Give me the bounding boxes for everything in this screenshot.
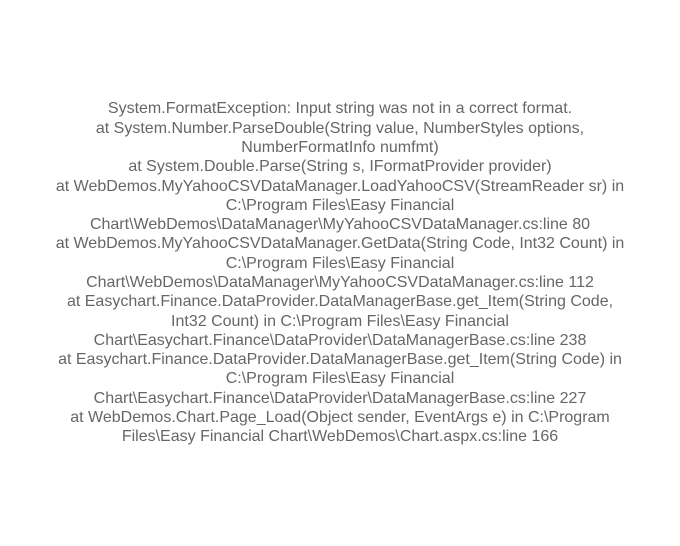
stack-trace-line: at System.Number.ParseDouble(String value, NumberStyles options, xyxy=(95,119,585,137)
stack-trace-line: Files\Easy Financial Chart\WebDemos\Chart.aspx.cs:line 166 xyxy=(121,428,559,446)
exception-stack-trace xyxy=(0,99,680,446)
stack-trace-line: C:\Program Files\Easy Financial xyxy=(225,196,455,214)
stack-trace-line: at Easychart.Finance.DataProvider.DataManagerBase.get_Item(String Code, xyxy=(66,293,614,311)
stack-trace-line: Chart\Easychart.Finance\DataProvider\DataManagerBase.cs:line 238 xyxy=(93,331,587,349)
stack-trace-line: at WebDemos.Chart.Page_Load(Object sender, EventArgs e) in C:\Program xyxy=(70,409,610,427)
stack-trace-line: Chart\WebDemos\DataManager\MyYahooCSVDataManager.cs:line 112 xyxy=(86,274,594,291)
stack-trace-line: Chart\WebDemos\DataManager\MyYahooCSVDataManager.cs:line 80 xyxy=(89,216,591,234)
stack-trace-line: Int32 Count) in C:\Program Files\Easy Financial xyxy=(171,312,509,330)
stack-trace-line: Chart\Easychart.Finance\DataProvider\DataManagerBase.cs:line 227 xyxy=(93,389,587,407)
exception-message: System.FormatException: Input string was not in a correct format. xyxy=(107,100,573,118)
stack-trace-line: NumberFormatInfo numfmt) xyxy=(241,138,439,156)
stack-trace-line: at WebDemos.MyYahooCSVDataManager.GetData(String Code, Int32 Count) in xyxy=(55,235,625,253)
stack-trace-line: at Easychart.Finance.DataProvider.DataManagerBase.get_Item(String Code) in xyxy=(58,351,622,369)
stack-trace-line: C:\Program Files\Easy Financial xyxy=(225,254,455,272)
stack-trace-line: C:\Program Files\Easy Financial xyxy=(225,370,455,388)
stack-trace-line: at WebDemos.MyYahooCSVDataManager.LoadYahooCSV(StreamReader sr) in xyxy=(55,177,625,195)
stack-trace-line: at System.Double.Parse(String s, IFormatProvider provider) xyxy=(128,158,552,176)
